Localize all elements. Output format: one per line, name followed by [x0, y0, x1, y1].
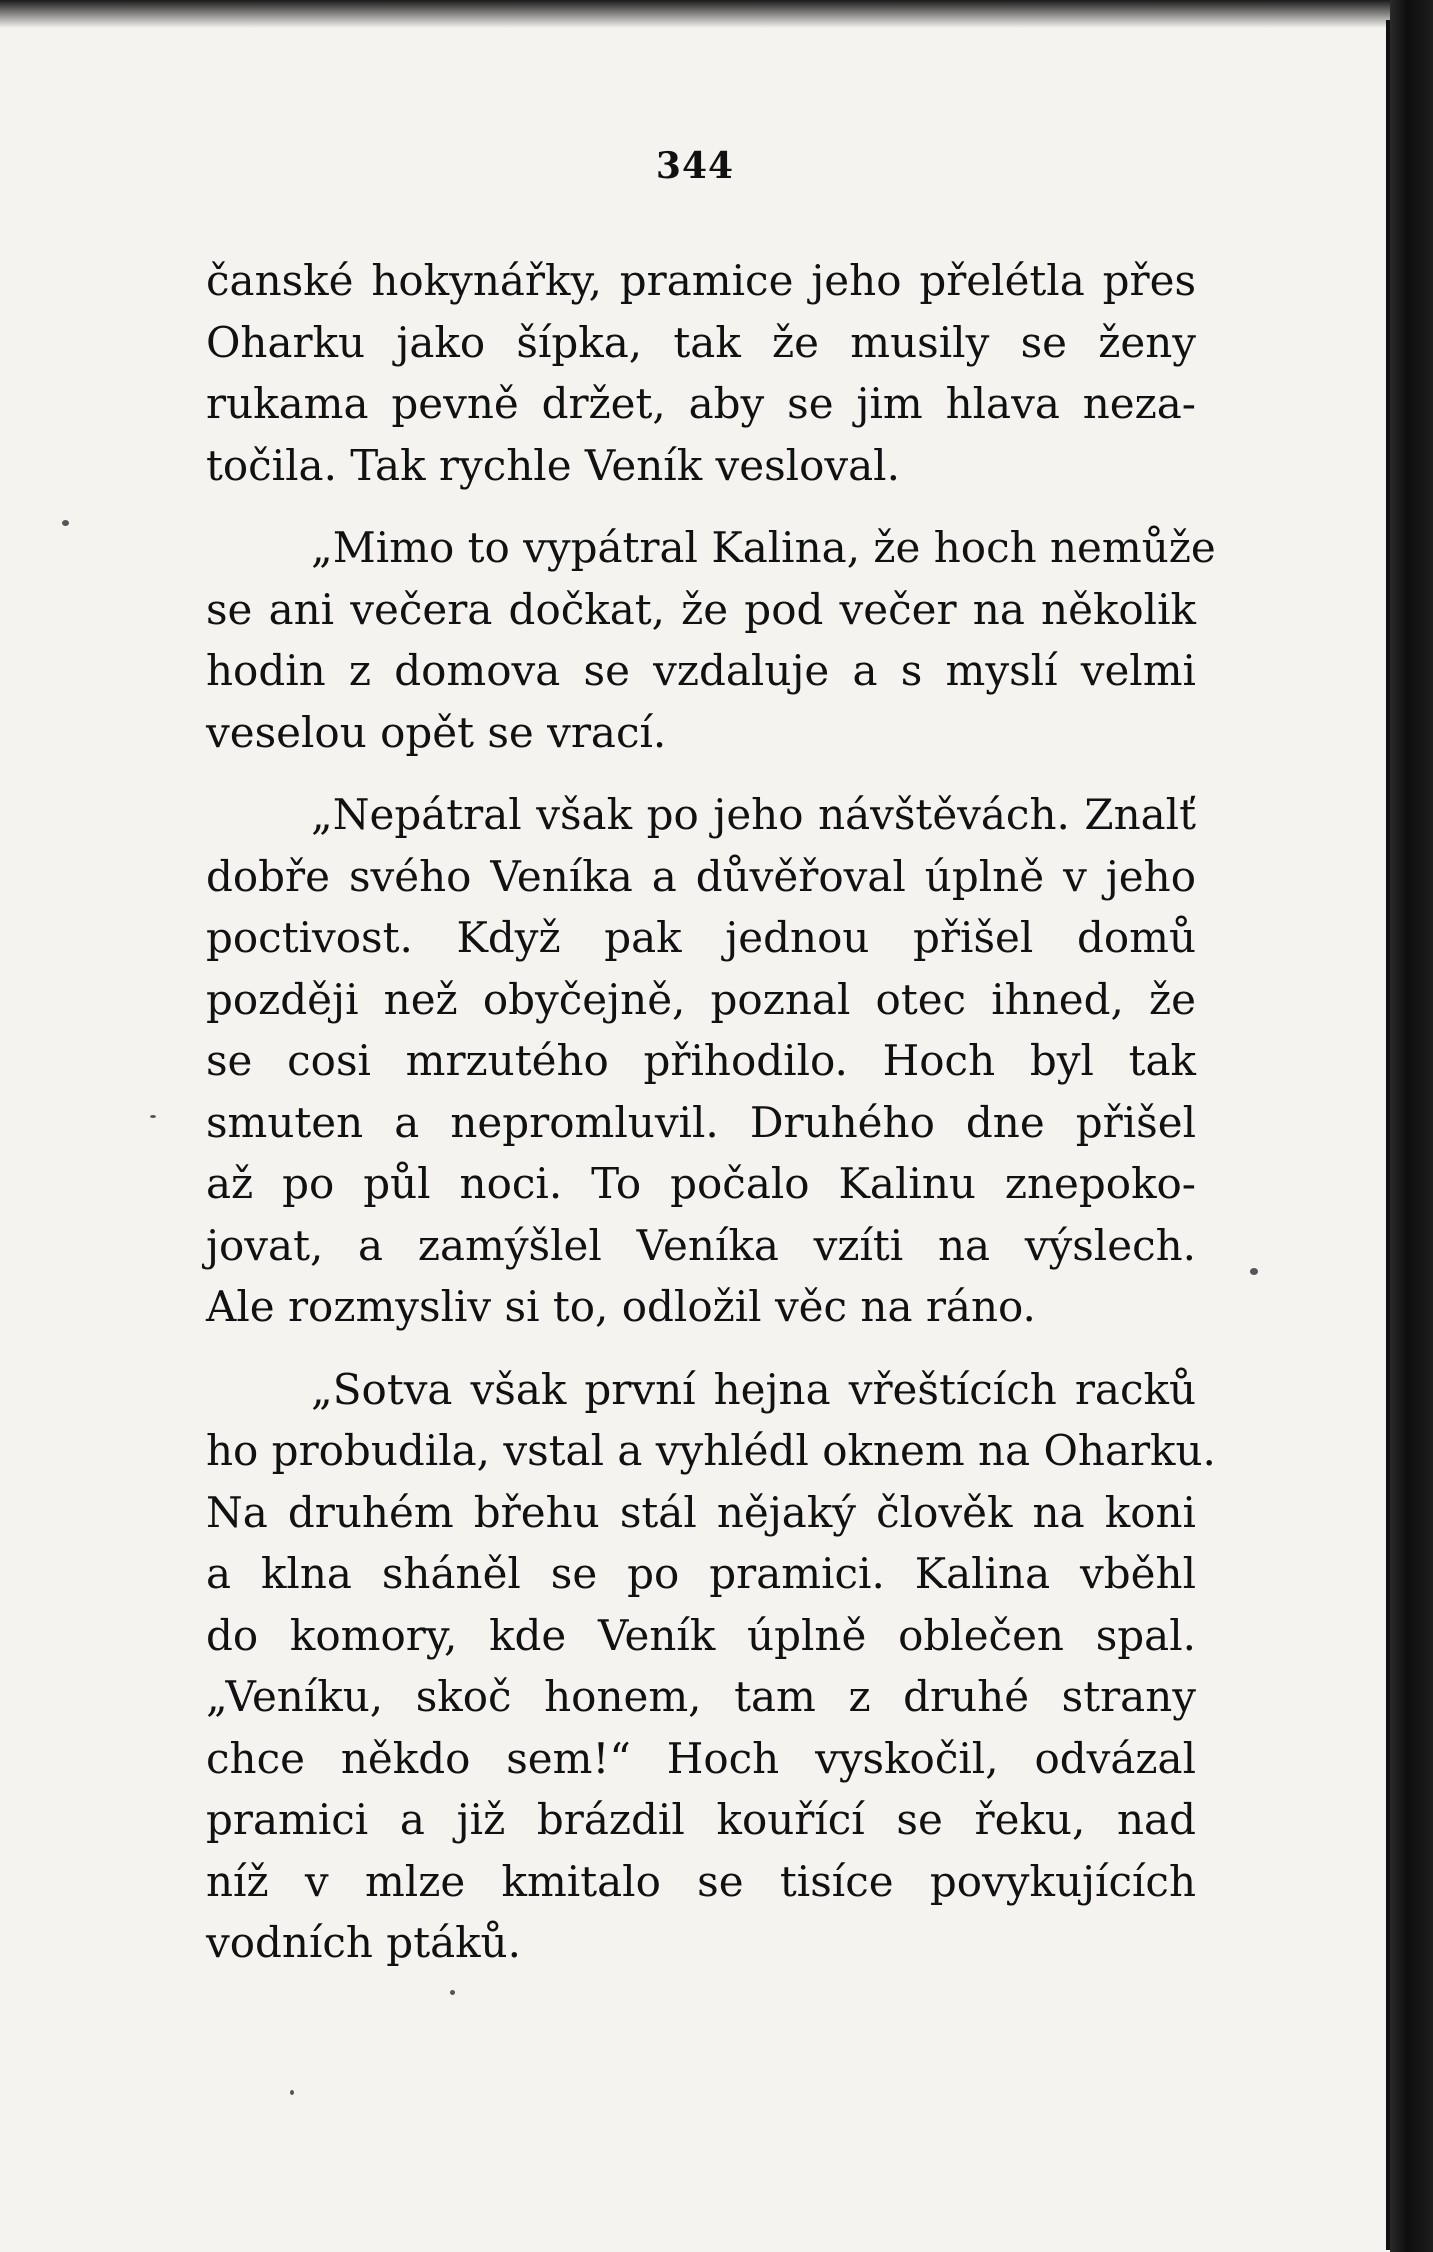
text-line: později než obyčejně, poznal otec ihned, že	[206, 974, 1196, 1024]
text-line: poctivost. Když pak jednou přišel domů	[206, 913, 1196, 962]
paragraph	[206, 1359, 1216, 1974]
text-line: „Veníku, skoč honem, tam z druhé strany	[206, 1672, 1196, 1721]
text-line: Ale rozmysliv si to, odložil věc na ráno.	[206, 1282, 1036, 1331]
page-number: 344	[655, 145, 735, 187]
body-text	[206, 250, 1216, 1974]
text-line: Oharku jako šípka, tak že musily se ženy	[206, 317, 1196, 367]
text-line: točila. Tak rychle Veník vesloval.	[206, 440, 900, 490]
text-line: „Sotva však první hejna vřeštících racků	[311, 1364, 1196, 1414]
text-line: jovat, a zamýšlel Veníka vzíti na výslech.	[206, 1220, 1196, 1270]
scan-shadow	[0, 0, 1390, 28]
scan-speck	[150, 1115, 156, 1118]
text-line: se cosi mrzutého přihodilo. Hoch byl tak	[206, 1036, 1196, 1085]
text-line: hodin z domova se vzdaluje a s myslí velmi	[206, 646, 1196, 695]
text-line: veselou opět se vrací.	[206, 707, 667, 757]
scan-speck	[62, 520, 69, 526]
text-line: dobře svého Veníka a důvěřoval úplně v jeho	[206, 851, 1196, 901]
scan-speck	[1250, 1268, 1258, 1275]
text-line: a klna sháněl se po pramici. Kalina vběhl	[206, 1549, 1196, 1598]
text-line: pramici a již brázdil kouřící se řeku, nad	[206, 1795, 1196, 1844]
scan-edge	[1390, 0, 1433, 2252]
paragraph	[206, 250, 1196, 496]
text-line: chce někdo sem!“ Hoch vyskočil, odvázal	[206, 1733, 1196, 1783]
text-line: níž v mlze kmitalo se tisíce povykujících	[206, 1856, 1196, 1906]
text-line: „Nepátral však po jeho návštěvách. Znalť	[311, 790, 1196, 839]
scan-speck	[450, 1990, 455, 1995]
text-line: rukama pevně držet, aby se jim hlava neza-	[206, 379, 1196, 428]
text-line: Na druhém břehu stál nějaký člověk na koni	[206, 1487, 1196, 1537]
text-line: smuten a nepromluvil. Druhého dne přišel	[206, 1097, 1196, 1147]
text-line: „Mimo to vypátral Kalina, že hoch nemůže	[311, 523, 1216, 572]
scan-speck	[290, 2090, 294, 2095]
text-line: do komory, kde Veník úplně oblečen spal.	[206, 1610, 1196, 1660]
text-line: čanské hokynářky, pramice jeho přelétla přes	[206, 256, 1196, 305]
text-line: vodních ptáků.	[206, 1918, 521, 1967]
text-line: až po půl noci. To počalo Kalinu znepoko-	[206, 1159, 1196, 1208]
paragraph	[206, 517, 1216, 763]
text-line: se ani večera dočkat, že pod večer na několik	[206, 584, 1196, 634]
paragraph	[206, 784, 1196, 1338]
text-line: ho probudila, vstal a vyhlédl oknem na Oharku.	[206, 1426, 1216, 1475]
